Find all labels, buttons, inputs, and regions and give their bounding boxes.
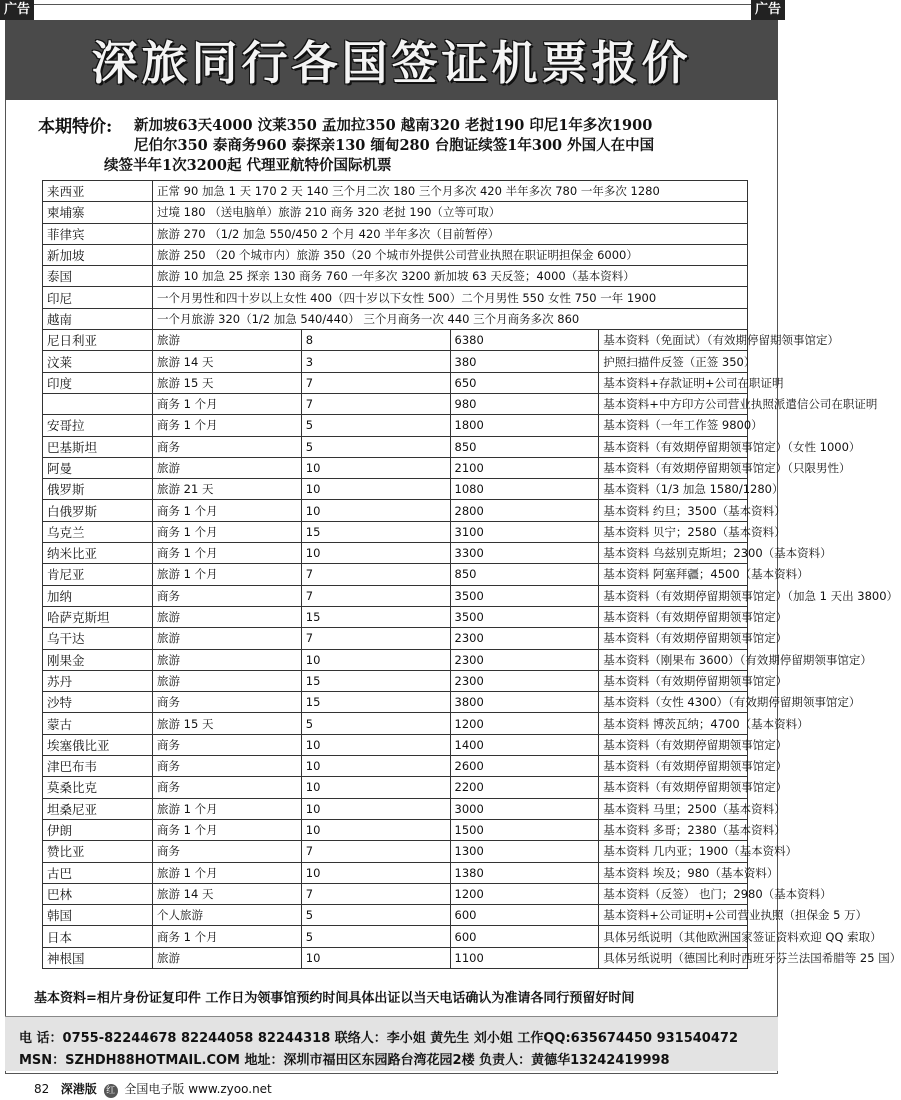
table-row <box>43 734 748 755</box>
visa-type-cell: 商务 1 个月 <box>153 543 302 564</box>
country-cell: 肯尼亚 <box>43 564 153 585</box>
country-cell: 巴基斯坦 <box>43 436 153 457</box>
country-cell: 哈萨克斯坦 <box>43 606 153 627</box>
note-cell: 基本资料（1/3 加急 1580/1280） <box>599 479 748 500</box>
note-cell: 基本资料（免面试）（有效期停留期领事馆定） <box>599 330 748 351</box>
note-cell: 基本资料（反签） 也门；2980（基本资料） <box>599 883 748 904</box>
note-cell: 基本资料（有效期停留期领事馆定） <box>599 734 748 755</box>
table-row <box>43 777 748 798</box>
price-cell: 2300 <box>450 649 599 670</box>
table-row <box>43 266 748 287</box>
table-row <box>43 670 748 691</box>
price-cell: 600 <box>450 926 599 947</box>
table-row <box>43 798 748 819</box>
table-row <box>43 862 748 883</box>
price-cell: 3000 <box>450 798 599 819</box>
workdays-cell: 8 <box>301 330 450 351</box>
table-row <box>43 244 748 265</box>
country-cell: 泰国 <box>43 266 153 287</box>
country-cell: 韩国 <box>43 905 153 926</box>
table-row <box>43 308 748 329</box>
country-cell: 沙特 <box>43 692 153 713</box>
visa-type-cell: 商务 1 个月 <box>153 521 302 542</box>
table-row <box>43 393 748 414</box>
workdays-cell: 10 <box>301 947 450 968</box>
country-cell: 来西亚 <box>43 181 153 202</box>
note-cell: 基本资料+存款证明+公司在职证明 <box>599 372 748 393</box>
visa-type-cell: 旅游 <box>153 628 302 649</box>
country-cell: 日本 <box>43 926 153 947</box>
country-cell: 神根国 <box>43 947 153 968</box>
workdays-cell: 10 <box>301 756 450 777</box>
table-row <box>43 415 748 436</box>
price-cell: 6380 <box>450 330 599 351</box>
country-cell: 纳米比亚 <box>43 543 153 564</box>
table-row <box>43 351 748 372</box>
table-row <box>43 564 748 585</box>
price-cell: 1300 <box>450 841 599 862</box>
detail-cell: 正常 90 加急 1 天 170 2 天 140 三个月二次 180 三个月多次 420 半年多次 780 一年多次 1280 <box>153 181 748 202</box>
visa-type-cell: 旅游 15 天 <box>153 372 302 393</box>
price-cell: 2200 <box>450 777 599 798</box>
note-cell: 基本资料（有效期停留期领事馆定） <box>599 670 748 691</box>
workdays-cell: 10 <box>301 457 450 478</box>
workdays-cell: 10 <box>301 543 450 564</box>
table-row <box>43 713 748 734</box>
table-row <box>43 521 748 542</box>
price-cell: 2800 <box>450 500 599 521</box>
table-row <box>43 947 748 968</box>
note-cell: 基本资料（有效期停留期领事馆定）（只限男性） <box>599 457 748 478</box>
detail-cell: 一个月男性和四十岁以上女性 400（四十岁以下女性 500）二个月男性 550 女性 750 一年 1900 <box>153 287 748 308</box>
visa-type-cell: 旅游 <box>153 947 302 968</box>
note-cell: 护照扫描件反签（正签 350） <box>599 351 748 372</box>
visa-type-cell: 旅游 <box>153 670 302 691</box>
note-cell: 基本资料（一年工作签 9800） <box>599 415 748 436</box>
note-cell: 基本资料+公司证明+公司营业执照（担保金 5 万） <box>599 905 748 926</box>
note-cell: 基本资料（有效期停留期领事馆定）（女性 1000） <box>599 436 748 457</box>
workdays-cell: 10 <box>301 862 450 883</box>
price-cell: 850 <box>450 436 599 457</box>
table-row <box>43 883 748 904</box>
workdays-cell: 15 <box>301 606 450 627</box>
table-row <box>43 585 748 606</box>
note-cell: 基本资料（刚果布 3600）（有效期停留期领事馆定） <box>599 649 748 670</box>
workdays-cell: 10 <box>301 777 450 798</box>
workdays-cell: 7 <box>301 372 450 393</box>
title-banner <box>5 20 778 100</box>
visa-type-cell: 旅游 <box>153 606 302 627</box>
visa-type-cell: 旅游 1 个月 <box>153 564 302 585</box>
country-cell: 刚果金 <box>43 649 153 670</box>
note-cell: 基本资料 约旦；3500（基本资料） <box>599 500 748 521</box>
price-cell: 2300 <box>450 628 599 649</box>
detail-cell: 旅游 250 （20 个城市内）旅游 350（20 个城市外提供公司营业执照在职证明担保金 6000） <box>153 244 748 265</box>
country-cell: 尼日利亚 <box>43 330 153 351</box>
note-cell: 具体另纸说明（其他欧洲国家签证资料欢迎 QQ 索取） <box>599 926 748 947</box>
page-number: 82 <box>34 1082 50 1096</box>
workdays-cell: 7 <box>301 841 450 862</box>
workdays-cell: 5 <box>301 905 450 926</box>
note-cell: 基本资料 博茨瓦纳；4700（基本资料） <box>599 713 748 734</box>
price-cell: 1200 <box>450 883 599 904</box>
country-cell: 埃塞俄比亚 <box>43 734 153 755</box>
visa-type-cell: 旅游 21 天 <box>153 479 302 500</box>
site-label: 全国电子版 www.zyoo.net <box>124 1082 272 1096</box>
workdays-cell: 7 <box>301 393 450 414</box>
price-cell: 850 <box>450 564 599 585</box>
edition-badge: 红 <box>104 1084 118 1098</box>
table-row <box>43 330 748 351</box>
table-row <box>43 905 748 926</box>
price-cell: 650 <box>450 372 599 393</box>
workdays-cell: 7 <box>301 628 450 649</box>
note-cell: 基本资料 贝宁；2580（基本资料） <box>599 521 748 542</box>
price-cell: 3300 <box>450 543 599 564</box>
country-cell: 菲律宾 <box>43 223 153 244</box>
visa-type-cell: 旅游 1 个月 <box>153 798 302 819</box>
price-cell: 380 <box>450 351 599 372</box>
note-cell: 基本资料 埃及；980（基本资料） <box>599 862 748 883</box>
table-row <box>43 287 748 308</box>
table-row <box>43 819 748 840</box>
price-cell: 2300 <box>450 670 599 691</box>
visa-type-cell: 商务 1 个月 <box>153 500 302 521</box>
country-cell: 乌克兰 <box>43 521 153 542</box>
workdays-cell: 3 <box>301 351 450 372</box>
country-cell: 白俄罗斯 <box>43 500 153 521</box>
workdays-cell: 10 <box>301 798 450 819</box>
specials-line: 新加坡63天4000 汶莱350 孟加拉350 越南320 老挝190 印尼1年多次1900 <box>134 117 653 134</box>
country-cell: 古巴 <box>43 862 153 883</box>
country-cell: 柬埔寨 <box>43 202 153 223</box>
contact-bar <box>5 1016 778 1071</box>
country-cell: 乌干达 <box>43 628 153 649</box>
visa-type-cell: 商务 <box>153 734 302 755</box>
visa-type-cell: 旅游 <box>153 330 302 351</box>
visa-price-table <box>42 180 901 969</box>
price-cell: 3500 <box>450 606 599 627</box>
visa-type-cell: 商务 <box>153 692 302 713</box>
workdays-cell: 5 <box>301 713 450 734</box>
workdays-cell: 7 <box>301 883 450 904</box>
note-cell: 基本资料+中方印方公司营业执照派遣信公司在职证明 <box>599 393 748 414</box>
visa-type-cell: 商务 <box>153 777 302 798</box>
price-cell: 980 <box>450 393 599 414</box>
note-cell: 基本资料（有效期停留期领事馆定） <box>599 756 748 777</box>
country-cell: 越南 <box>43 308 153 329</box>
country-cell: 安哥拉 <box>43 415 153 436</box>
page-title: 深旅同行各国签证机票报价 <box>91 36 692 90</box>
table-row <box>43 606 748 627</box>
table-row <box>43 649 748 670</box>
country-cell: 巴林 <box>43 883 153 904</box>
visa-type-cell: 旅游 15 天 <box>153 713 302 734</box>
country-cell: 伊朗 <box>43 819 153 840</box>
table-row <box>43 436 748 457</box>
visa-type-cell: 商务 1 个月 <box>153 415 302 436</box>
price-cell: 1500 <box>450 819 599 840</box>
note-cell: 基本资料（女性 4300）（有效期停留期领事馆定） <box>599 692 748 713</box>
workdays-cell: 10 <box>301 649 450 670</box>
table-row <box>43 223 748 244</box>
note-cell: 基本资料 几内亚；1900（基本资料） <box>599 841 748 862</box>
table-row <box>43 628 748 649</box>
country-cell: 汶莱 <box>43 351 153 372</box>
note-cell: 基本资料（有效期停留期领事馆定） <box>599 606 748 627</box>
table-row <box>43 841 748 862</box>
visa-type-cell: 旅游 14 天 <box>153 883 302 904</box>
table-row <box>43 692 748 713</box>
workdays-cell: 10 <box>301 734 450 755</box>
country-cell: 加纳 <box>43 585 153 606</box>
workdays-cell: 7 <box>301 585 450 606</box>
page-footer <box>34 1080 272 1098</box>
price-cell: 3100 <box>450 521 599 542</box>
table-row <box>43 202 748 223</box>
table-row <box>43 500 748 521</box>
specials-line: 尼伯尔350 泰商务960 泰探亲130 缅甸280 台胞证续签1年300 外国人在中国 <box>134 137 655 154</box>
contact-address-line: MSN：SZHDH88HOTMAIL.COM 地址：深圳市福田区东园路台湾花园2楼 负责人：黄德华13242419998 <box>19 1053 670 1068</box>
table-row <box>43 457 748 478</box>
table-row <box>43 543 748 564</box>
visa-type-cell: 商务 1 个月 <box>153 819 302 840</box>
contact-phone-line: 电 话：0755-82244678 82244058 82244318 联络人：李小姐 黄先生 刘小姐 工作QQ:635674450 931540472 <box>19 1031 738 1046</box>
price-cell: 600 <box>450 905 599 926</box>
country-cell: 蒙古 <box>43 713 153 734</box>
country-cell <box>43 393 153 414</box>
visa-type-cell: 商务 <box>153 585 302 606</box>
ad-label-left: 广告 <box>0 0 34 20</box>
country-cell: 赞比亚 <box>43 841 153 862</box>
note-cell: 基本资料（有效期停留期领事馆定） <box>599 777 748 798</box>
price-cell: 1100 <box>450 947 599 968</box>
detail-cell: 过境 180 （送电脑单）旅游 210 商务 320 老挝 190（立等可取） <box>153 202 748 223</box>
visa-type-cell: 商务 <box>153 841 302 862</box>
visa-type-cell: 商务 <box>153 756 302 777</box>
country-cell: 阿曼 <box>43 457 153 478</box>
price-cell: 1800 <box>450 415 599 436</box>
price-cell: 3800 <box>450 692 599 713</box>
detail-cell: 一个月旅游 320（1/2 加急 540/440） 三个月商务一次 440 三个月商务多次 860 <box>153 308 748 329</box>
price-cell: 1400 <box>450 734 599 755</box>
visa-type-cell: 旅游 1 个月 <box>153 862 302 883</box>
price-cell: 1380 <box>450 862 599 883</box>
note-cell: 具体另纸说明（德国比利时西班牙芬兰法国希腊等 25 国） <box>599 947 748 968</box>
price-cell: 3500 <box>450 585 599 606</box>
table-row <box>43 372 748 393</box>
note-cell: 基本资料 乌兹别克斯坦；2300（基本资料） <box>599 543 748 564</box>
visa-type-cell: 旅游 <box>153 649 302 670</box>
workdays-cell: 10 <box>301 500 450 521</box>
note-cell: 基本资料（有效期停留期领事馆定）（加急 1 天出 3800） <box>599 585 748 606</box>
footnote: 基本资料=相片身份证复印件 工作日为领事馆预约时间具体出证以当天电话确认为准请各同行预留好时间 <box>34 991 635 1006</box>
price-cell: 1200 <box>450 713 599 734</box>
country-cell: 坦桑尼亚 <box>43 798 153 819</box>
table-row <box>43 756 748 777</box>
workdays-cell: 15 <box>301 692 450 713</box>
price-cell: 2600 <box>450 756 599 777</box>
visa-type-cell: 旅游 <box>153 457 302 478</box>
workdays-cell: 5 <box>301 415 450 436</box>
country-cell: 印度 <box>43 372 153 393</box>
note-cell: 基本资料（有效期停留期领事馆定） <box>599 628 748 649</box>
note-cell: 基本资料 多哥；2380（基本资料） <box>599 819 748 840</box>
country-cell: 莫桑比克 <box>43 777 153 798</box>
workdays-cell: 5 <box>301 926 450 947</box>
country-cell: 印尼 <box>43 287 153 308</box>
detail-cell: 旅游 270 （1/2 加急 550/450 2 个月 420 半年多次（目前暂停） <box>153 223 748 244</box>
edition-label: 深港版 <box>60 1082 97 1096</box>
country-cell: 俄罗斯 <box>43 479 153 500</box>
workdays-cell: 15 <box>301 670 450 691</box>
price-cell: 1080 <box>450 479 599 500</box>
workdays-cell: 7 <box>301 564 450 585</box>
table-row <box>43 926 748 947</box>
workdays-cell: 10 <box>301 479 450 500</box>
price-cell: 2100 <box>450 457 599 478</box>
table-row <box>43 479 748 500</box>
workdays-cell: 15 <box>301 521 450 542</box>
workdays-cell: 10 <box>301 819 450 840</box>
specials-label: 本期特价: <box>38 117 113 137</box>
specials-line: 续签半年1次3200起 代理亚航特价国际机票 <box>104 157 392 174</box>
visa-type-cell: 个人旅游 <box>153 905 302 926</box>
ad-label-right: 广告 <box>751 0 785 20</box>
visa-type-cell: 商务 1 个月 <box>153 926 302 947</box>
visa-type-cell: 旅游 14 天 <box>153 351 302 372</box>
visa-type-cell: 商务 1 个月 <box>153 393 302 414</box>
visa-type-cell: 商务 <box>153 436 302 457</box>
note-cell: 基本资料 阿塞拜疆；4500（基本资料） <box>599 564 748 585</box>
detail-cell: 旅游 10 加急 25 探亲 130 商务 760 一年多次 3200 新加坡 63 天反签；4000（基本资料） <box>153 266 748 287</box>
table-row <box>43 181 748 202</box>
country-cell: 苏丹 <box>43 670 153 691</box>
country-cell: 津巴布韦 <box>43 756 153 777</box>
workdays-cell: 5 <box>301 436 450 457</box>
note-cell: 基本资料 马里；2500（基本资料） <box>599 798 748 819</box>
country-cell: 新加坡 <box>43 244 153 265</box>
